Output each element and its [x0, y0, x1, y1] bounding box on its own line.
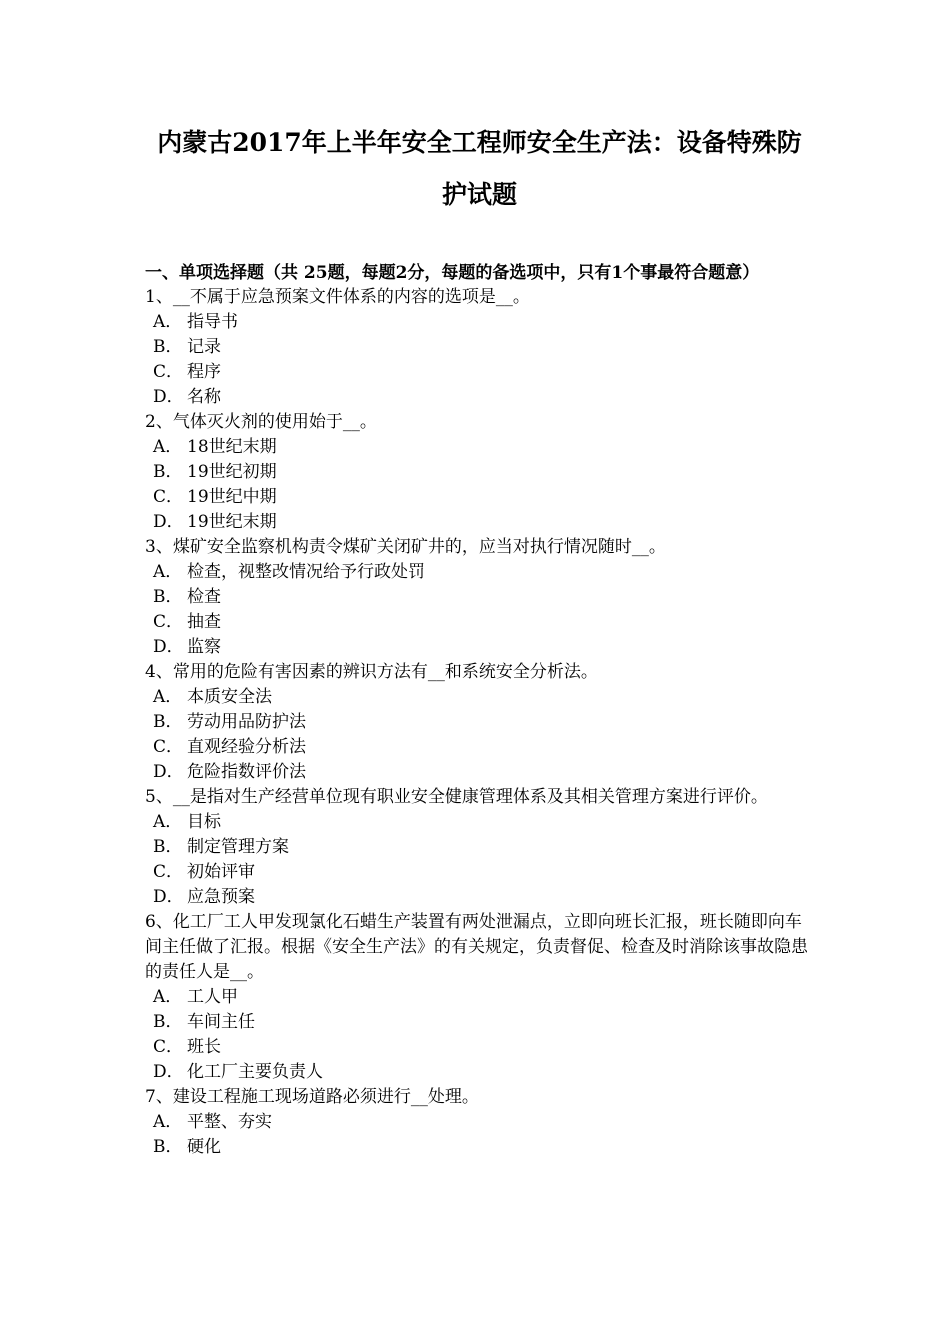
option-letter: D．	[153, 387, 184, 407]
answer-option	[145, 1135, 814, 1160]
answer-option	[145, 310, 814, 335]
option-text: 班长	[187, 1037, 221, 1057]
option-letter: A．	[153, 312, 183, 332]
option-list	[145, 560, 814, 660]
answer-option	[145, 510, 814, 535]
option-letter: C．	[153, 737, 184, 757]
answer-option	[145, 485, 814, 510]
option-letter: B．	[153, 337, 183, 357]
option-text: 指导书	[187, 312, 238, 332]
option-text: 检查，视整改情况给予行政处罚	[187, 562, 425, 582]
option-text: 硬化	[187, 1137, 221, 1157]
answer-option	[145, 435, 814, 460]
option-letter: D．	[153, 762, 184, 782]
option-list	[145, 985, 814, 1085]
question-item	[145, 285, 814, 410]
option-list	[145, 810, 814, 910]
option-letter: D．	[153, 512, 184, 532]
answer-option	[145, 635, 814, 660]
option-letter: A．	[153, 987, 183, 1007]
question-item	[145, 1085, 814, 1160]
option-letter: A．	[153, 1112, 183, 1132]
option-letter: C．	[153, 1037, 184, 1057]
answer-option	[145, 1035, 814, 1060]
title-line-2: 护试题	[441, 180, 517, 209]
option-letter: B．	[153, 712, 183, 732]
answer-option	[145, 1060, 814, 1085]
option-text: 18世纪末期	[187, 437, 277, 457]
option-text: 制定管理方案	[187, 837, 289, 857]
option-letter: C．	[153, 862, 184, 882]
section-heading: 一、单项选择题（共 25题，每题2分，每题的备选项中，只有1个事最符合题意）	[145, 263, 760, 283]
question-stem: 2、气体灭火剂的使用始于__。	[145, 412, 377, 432]
option-letter: B．	[153, 587, 183, 607]
option-letter: B．	[153, 1137, 183, 1157]
answer-option	[145, 760, 814, 785]
option-text: 危险指数评价法	[187, 762, 306, 782]
answer-option	[145, 610, 814, 635]
option-text: 目标	[187, 812, 221, 832]
option-letter: D．	[153, 637, 184, 657]
answer-option	[145, 1010, 814, 1035]
option-text: 抽查	[187, 612, 221, 632]
option-letter: A．	[153, 562, 183, 582]
question-list	[145, 285, 814, 1160]
answer-option	[145, 985, 814, 1010]
option-text: 名称	[187, 387, 221, 407]
option-letter: C．	[153, 612, 184, 632]
question-stem: 6、化工厂工人甲发现氯化石蜡生产装置有两处泄漏点，立即向班长汇报，班长随即向车间主任做了汇报。根据《安全生产法》的有关规定，负责督促、检查及时消除该事故隐患的责任人是__。	[145, 912, 808, 982]
question-stem: 3、煤矿安全监察机构责令煤矿关闭矿井的，应当对执行情况随时__。	[145, 537, 666, 557]
option-text: 化工厂主要负责人	[187, 1062, 323, 1082]
option-text: 程序	[187, 362, 221, 382]
answer-option	[145, 710, 814, 735]
answer-option	[145, 685, 814, 710]
option-text: 平整、夯实	[187, 1112, 272, 1132]
document-title	[145, 0, 814, 221]
option-list	[145, 310, 814, 410]
question-stem: 4、常用的危险有害因素的辨识方法有__和系统安全分析法。	[145, 662, 598, 682]
question-stem: 1、__不属于应急预案文件体系的内容的选项是__。	[145, 287, 530, 307]
answer-option	[145, 385, 814, 410]
option-text: 直观经验分析法	[187, 737, 306, 757]
question-stem: 5、__是指对生产经营单位现有职业安全健康管理体系及其相关管理方案进行评价。	[145, 787, 768, 807]
option-text: 初始评审	[187, 862, 255, 882]
answer-option	[145, 860, 814, 885]
answer-option	[145, 885, 814, 910]
answer-option	[145, 1110, 814, 1135]
answer-option	[145, 560, 814, 585]
option-letter: C．	[153, 362, 184, 382]
option-text: 19世纪末期	[187, 512, 277, 532]
option-letter: A．	[153, 812, 183, 832]
option-text: 记录	[187, 337, 221, 357]
option-letter: B．	[153, 1012, 183, 1032]
question-item	[145, 535, 814, 660]
option-text: 车间主任	[187, 1012, 255, 1032]
option-text: 应急预案	[187, 887, 255, 907]
question-item	[145, 410, 814, 535]
question-item	[145, 785, 814, 910]
option-letter: A．	[153, 687, 183, 707]
answer-option	[145, 835, 814, 860]
option-letter: A．	[153, 437, 183, 457]
option-text: 监察	[187, 637, 221, 657]
option-list	[145, 435, 814, 535]
answer-option	[145, 735, 814, 760]
answer-option	[145, 585, 814, 610]
option-text: 19世纪中期	[187, 487, 277, 507]
option-text: 本质安全法	[187, 687, 272, 707]
option-text: 19世纪初期	[187, 462, 277, 482]
option-list	[145, 685, 814, 785]
answer-option	[145, 360, 814, 385]
option-letter: D．	[153, 887, 184, 907]
option-list	[145, 1110, 814, 1160]
option-letter: B．	[153, 462, 183, 482]
question-stem: 7、建设工程施工现场道路必须进行__处理。	[145, 1087, 479, 1107]
question-item	[145, 660, 814, 785]
option-letter: D．	[153, 1062, 184, 1082]
title-line-1: 内蒙古2017年上半年安全工程师安全生产法：设备特殊防	[157, 128, 802, 157]
answer-option	[145, 810, 814, 835]
option-letter: C．	[153, 487, 184, 507]
answer-option	[145, 335, 814, 360]
option-text: 工人甲	[187, 987, 238, 1007]
question-item	[145, 910, 814, 1085]
answer-option	[145, 460, 814, 485]
option-letter: B．	[153, 837, 183, 857]
option-text: 劳动用品防护法	[187, 712, 306, 732]
option-text: 检查	[187, 587, 221, 607]
